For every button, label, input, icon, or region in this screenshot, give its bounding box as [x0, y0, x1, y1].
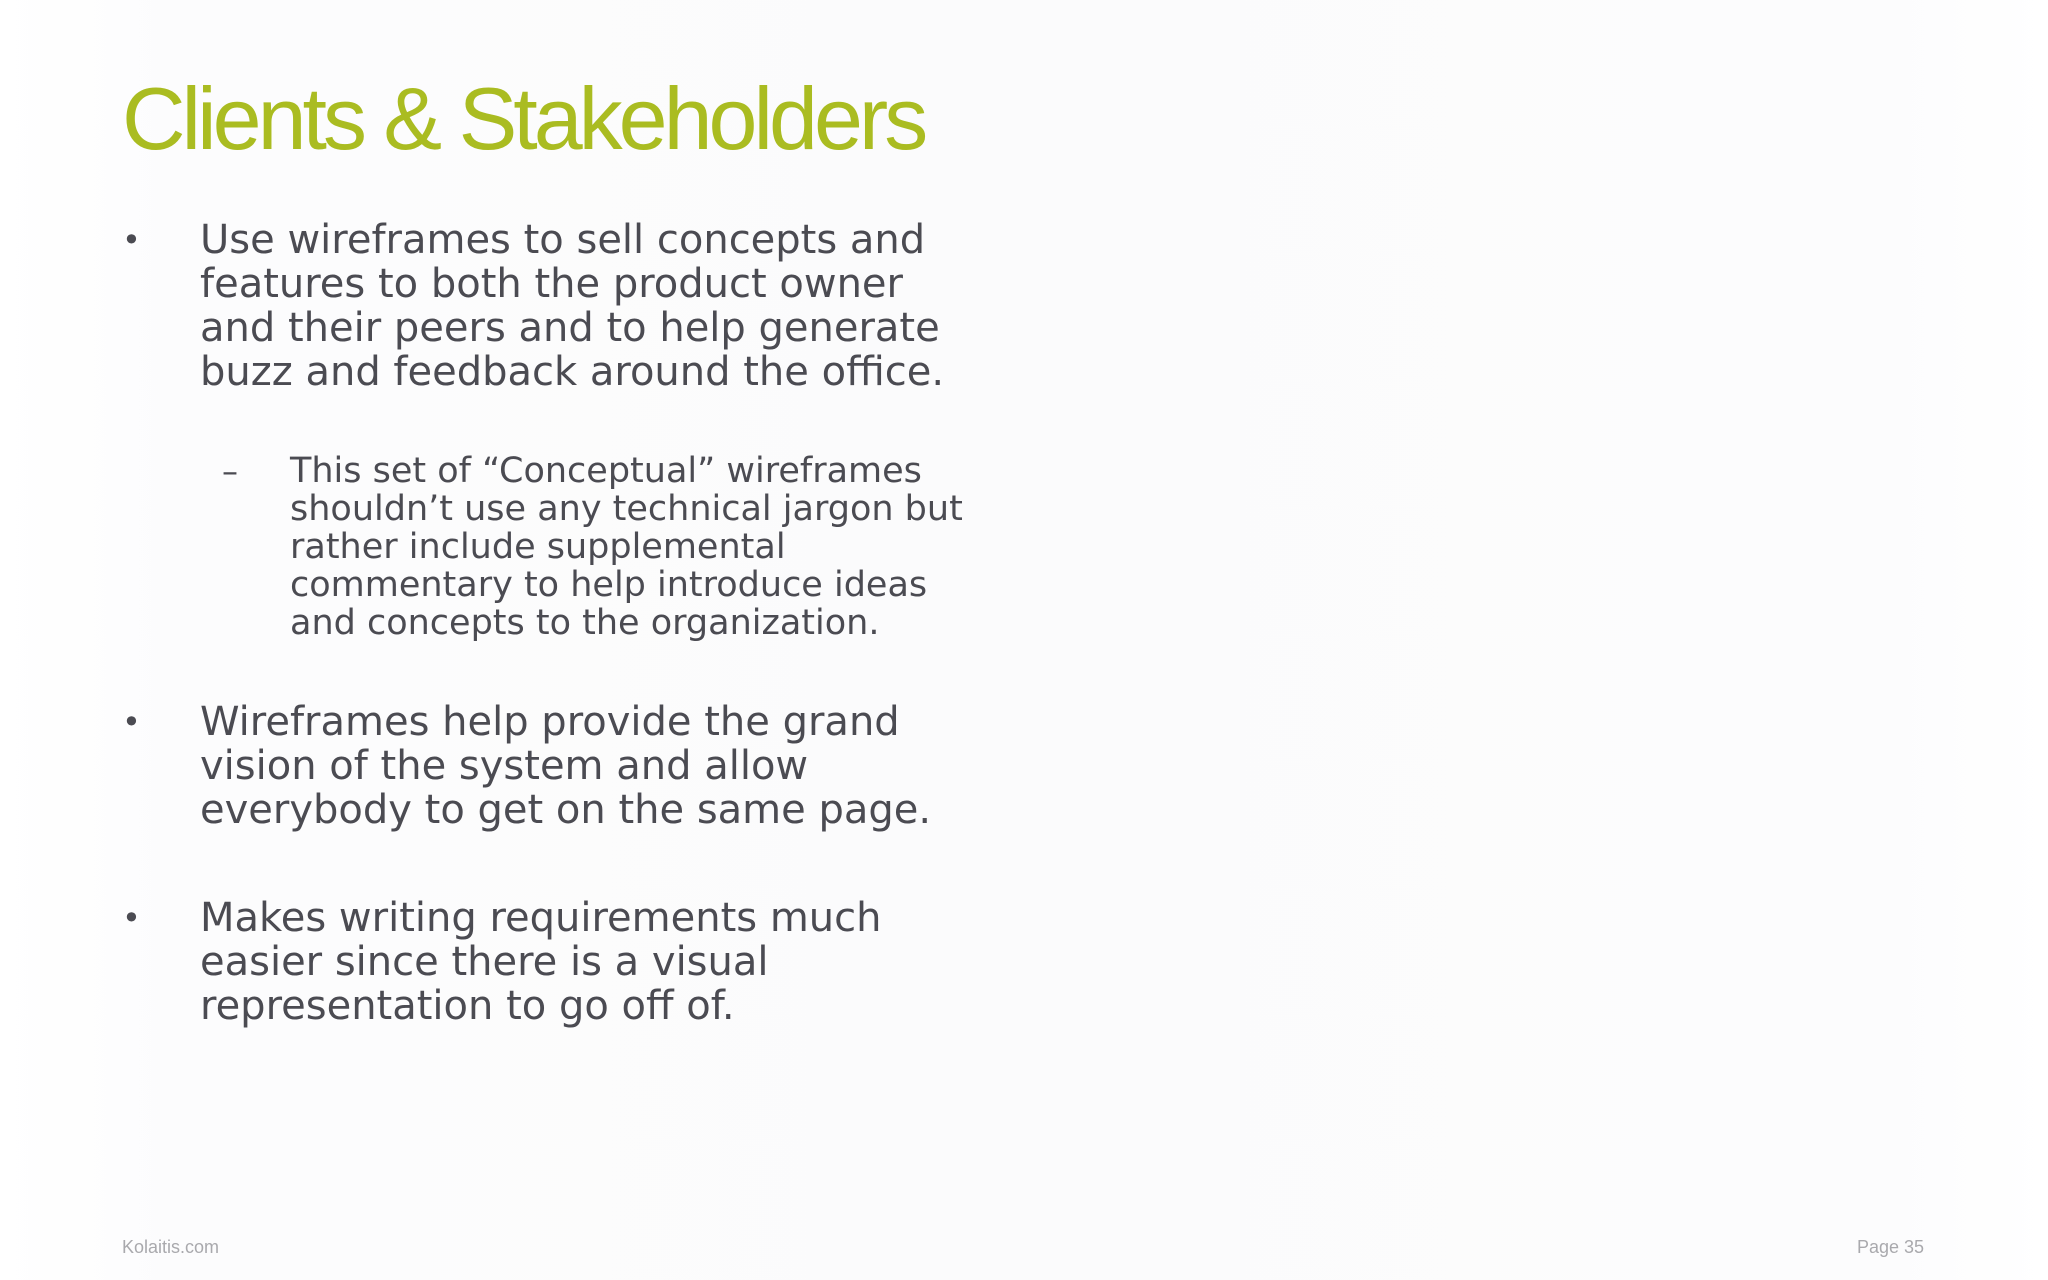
sub-bullet-item — [122, 452, 982, 642]
bullet-line: everybody to get on the same page. — [200, 787, 932, 833]
bullet-marker: • — [122, 899, 141, 937]
footer-website: Kolaitis.com — [122, 1237, 220, 1257]
bullet-line: and their peers and to help generate — [200, 305, 940, 351]
sub-bullet-line: This set of “Conceptual” wireframes — [290, 451, 922, 491]
footer-page-number: Page 35 — [1856, 1237, 1924, 1257]
bullet-marker: • — [122, 221, 141, 259]
bullet-line: Wireframes help provide the grand — [200, 699, 900, 745]
slide-title: Clients & Stakeholders — [122, 69, 925, 168]
bullet-line: representation to go off of. — [200, 983, 735, 1029]
bullet-item — [122, 700, 982, 832]
bullet-line: Makes writing requirements much — [200, 895, 882, 941]
bullet-item — [122, 896, 982, 1028]
bullet-marker: • — [122, 703, 141, 741]
sub-bullet-line: rather include supplemental — [290, 527, 786, 567]
sub-bullet-line: and concepts to the organization. — [290, 603, 880, 643]
slide-content — [122, 218, 982, 1028]
bullet-line: features to both the product owner — [200, 261, 903, 307]
bullet-item — [122, 218, 982, 394]
sub-bullet-marker: – — [222, 452, 238, 490]
bullet-line: buzz and feedback around the office. — [200, 349, 945, 395]
sub-bullet-line: commentary to help introduce ideas — [290, 565, 928, 605]
sub-bullet-line: shouldn’t use any technical jargon but — [290, 489, 963, 529]
bullet-line: Use wireframes to sell concepts and — [200, 217, 926, 263]
bullet-line: easier since there is a visual — [200, 939, 769, 985]
bullet-line: vision of the system and allow — [200, 743, 809, 789]
